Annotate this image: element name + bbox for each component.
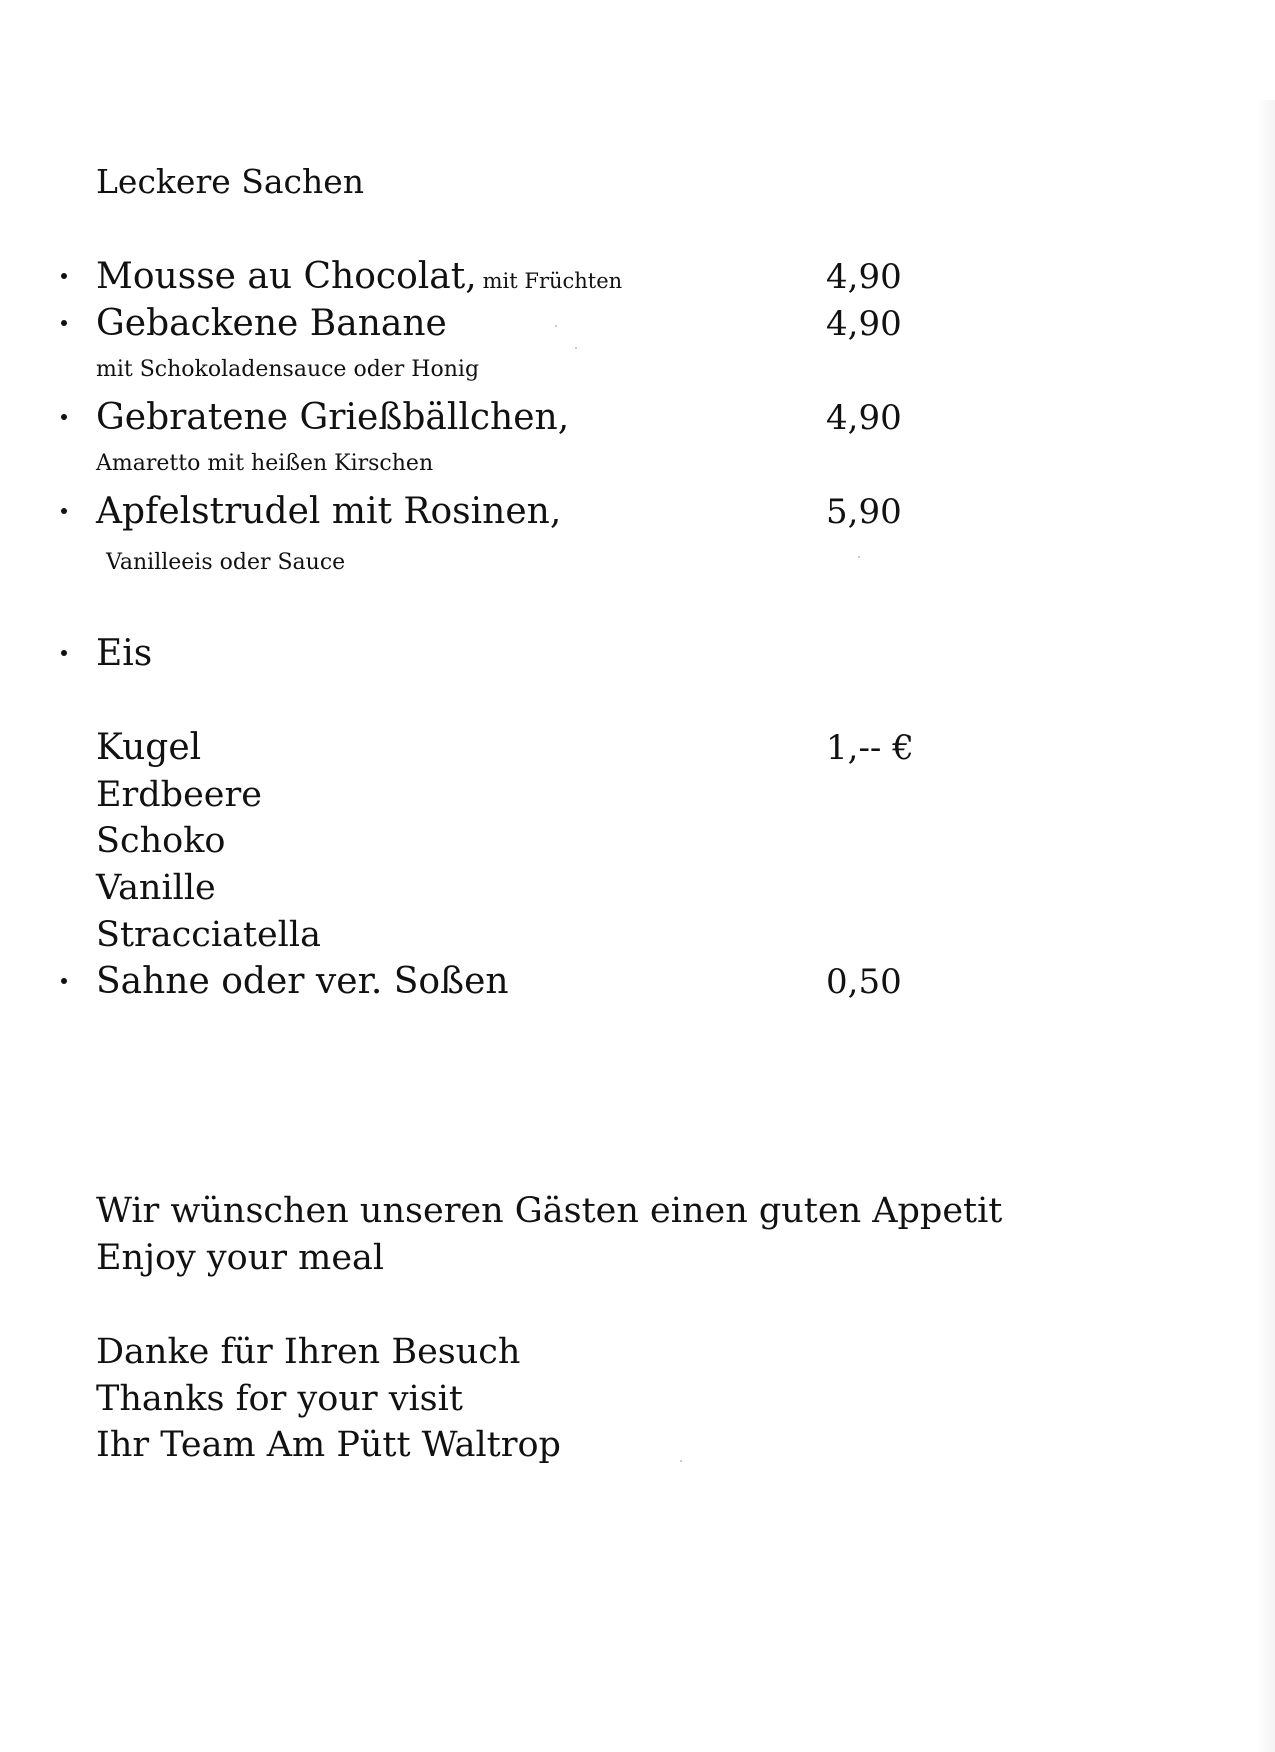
flavor-item: Schoko [96, 821, 226, 861]
item-note: mit Früchten [482, 269, 623, 293]
menu-item [0, 300, 1275, 348]
menu-heading: Leckere Sachen [96, 162, 365, 201]
closing-line: Danke für Ihren Besuch [96, 1332, 521, 1372]
scan-speck [858, 556, 860, 558]
item-description: mit Schokoladensauce oder Honig [96, 357, 480, 382]
flavor-item: Erdbeere [96, 775, 262, 815]
menu-item [0, 394, 1275, 442]
item-name: Mousse au Chocolat, [96, 256, 477, 297]
item-name: Apfelstrudel mit Rosinen, [96, 491, 562, 532]
bullet-icon [61, 273, 67, 279]
bullet-icon [61, 414, 67, 420]
item-description: Vanilleeis oder Sauce [106, 550, 346, 575]
bullet-icon [61, 978, 67, 984]
ice-section-heading [0, 630, 1275, 678]
item-description: Amaretto mit heißen Kirschen [96, 451, 434, 476]
item-name: Gebackene Banane [96, 303, 447, 344]
scan-speck [680, 1460, 682, 1462]
scoop-price: 1,-- € [826, 728, 914, 768]
bullet-icon [61, 508, 67, 514]
extra-price: 0,50 [826, 962, 902, 1002]
closing-line: Wir wünschen unseren Gästen einen guten Appetit [96, 1191, 1003, 1231]
flavor-item: Stracciatella [96, 915, 321, 955]
menu-item [0, 488, 1275, 536]
item-price: 4,90 [826, 398, 902, 438]
scoop-row [0, 724, 1275, 772]
bullet-icon [61, 650, 67, 656]
item-price: 5,90 [826, 492, 902, 532]
item-price: 4,90 [826, 257, 902, 297]
bullet-icon [61, 320, 67, 326]
closing-line: Thanks for your visit [96, 1379, 463, 1419]
scan-speck [555, 325, 557, 327]
flavor-item: Vanille [96, 868, 216, 908]
menu-item [0, 253, 1275, 301]
extra-row [0, 958, 1275, 1006]
item-price: 4,90 [826, 304, 902, 344]
scoop-label: Kugel [96, 727, 202, 768]
extra-label: Sahne oder ver. Soßen [96, 961, 509, 1002]
closing-line: Ihr Team Am Pütt Waltrop [96, 1425, 561, 1465]
closing-line: Enjoy your meal [96, 1238, 385, 1278]
scan-speck [575, 347, 577, 349]
ice-title: Eis [96, 633, 153, 674]
item-name: Gebratene Grießbällchen, [96, 397, 570, 438]
